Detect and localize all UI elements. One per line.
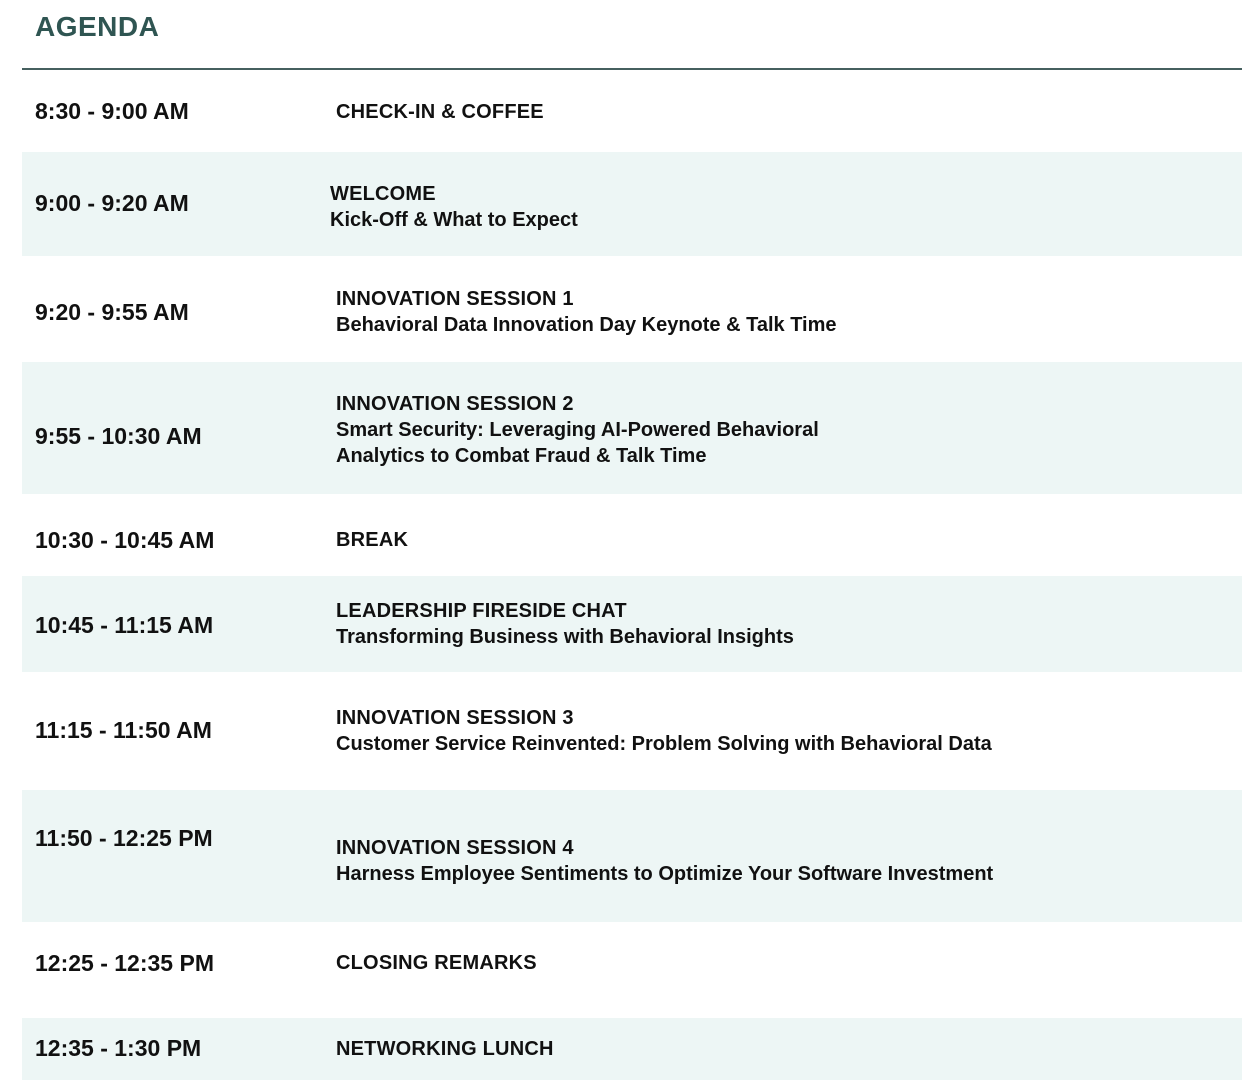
agenda-time: 10:45 - 11:15 AM (35, 612, 214, 638)
agenda-time: 8:30 - 9:00 AM (35, 98, 189, 124)
agenda-row (22, 494, 1242, 576)
agenda-session-subtitle: Kick-Off & What to Expect (330, 209, 578, 231)
agenda-description (336, 99, 544, 125)
agenda-description (336, 1036, 554, 1062)
agenda-description (336, 598, 794, 650)
agenda-session-subtitle: Customer Service Reinvented: Problem Solving with Behavioral Data (336, 733, 992, 755)
agenda-session-title: INNOVATION SESSION 1 (336, 288, 574, 310)
agenda-time: 12:35 - 1:30 PM (35, 1035, 202, 1061)
agenda-session-subtitle: Transforming Business with Behavioral Insights (336, 626, 794, 648)
agenda-time: 9:20 - 9:55 AM (35, 299, 189, 325)
agenda-session-title: BREAK (336, 529, 409, 551)
agenda-session-title: CHECK-IN & COFFEE (336, 101, 544, 123)
agenda-description (336, 527, 408, 553)
agenda-time: 11:15 - 11:50 AM (35, 717, 212, 743)
agenda-session-subtitle: Behavioral Data Innovation Day Keynote & Talk Time (336, 314, 837, 336)
agenda-row (22, 256, 1242, 362)
agenda-time: 9:55 - 10:30 AM (35, 423, 202, 449)
agenda-row (22, 790, 1242, 922)
agenda-session-title: LEADERSHIP FIRESIDE CHAT (336, 600, 627, 622)
agenda-session-title: INNOVATION SESSION 3 (336, 707, 574, 729)
agenda-session-subtitle: Smart Security: Leveraging AI-Powered Behavioral (336, 419, 819, 441)
agenda-session-title: CLOSING REMARKS (336, 952, 537, 974)
agenda-title: AGENDA (35, 11, 160, 42)
agenda-row (22, 922, 1242, 1018)
agenda-session-title: WELCOME (330, 183, 436, 205)
agenda-list (22, 70, 1242, 1080)
agenda-description (336, 835, 993, 887)
agenda-time: 12:25 - 12:35 PM (35, 950, 214, 976)
agenda-time: 9:00 - 9:20 AM (35, 190, 189, 216)
agenda-description (330, 181, 578, 233)
agenda-row (22, 152, 1242, 256)
agenda-session-subtitle: Harness Employee Sentiments to Optimize Your Software Investment (336, 863, 994, 885)
agenda-description (336, 286, 837, 338)
agenda-time: 11:50 - 12:25 PM (35, 825, 213, 851)
agenda-row (22, 362, 1242, 494)
agenda-session-title: NETWORKING LUNCH (336, 1038, 554, 1060)
agenda (22, 0, 1242, 1080)
agenda-description (336, 391, 819, 469)
agenda-header (22, 0, 1242, 70)
agenda-session-title: INNOVATION SESSION 2 (336, 393, 574, 415)
agenda-description (336, 705, 992, 757)
agenda-row (22, 1018, 1242, 1080)
agenda-session-title: INNOVATION SESSION 4 (336, 837, 574, 859)
agenda-description (336, 950, 537, 976)
agenda-row (22, 672, 1242, 790)
agenda-row (22, 576, 1242, 672)
agenda-session-subtitle: Analytics to Combat Fraud & Talk Time (336, 445, 707, 467)
agenda-row (22, 70, 1242, 152)
agenda-time: 10:30 - 10:45 AM (35, 527, 215, 553)
